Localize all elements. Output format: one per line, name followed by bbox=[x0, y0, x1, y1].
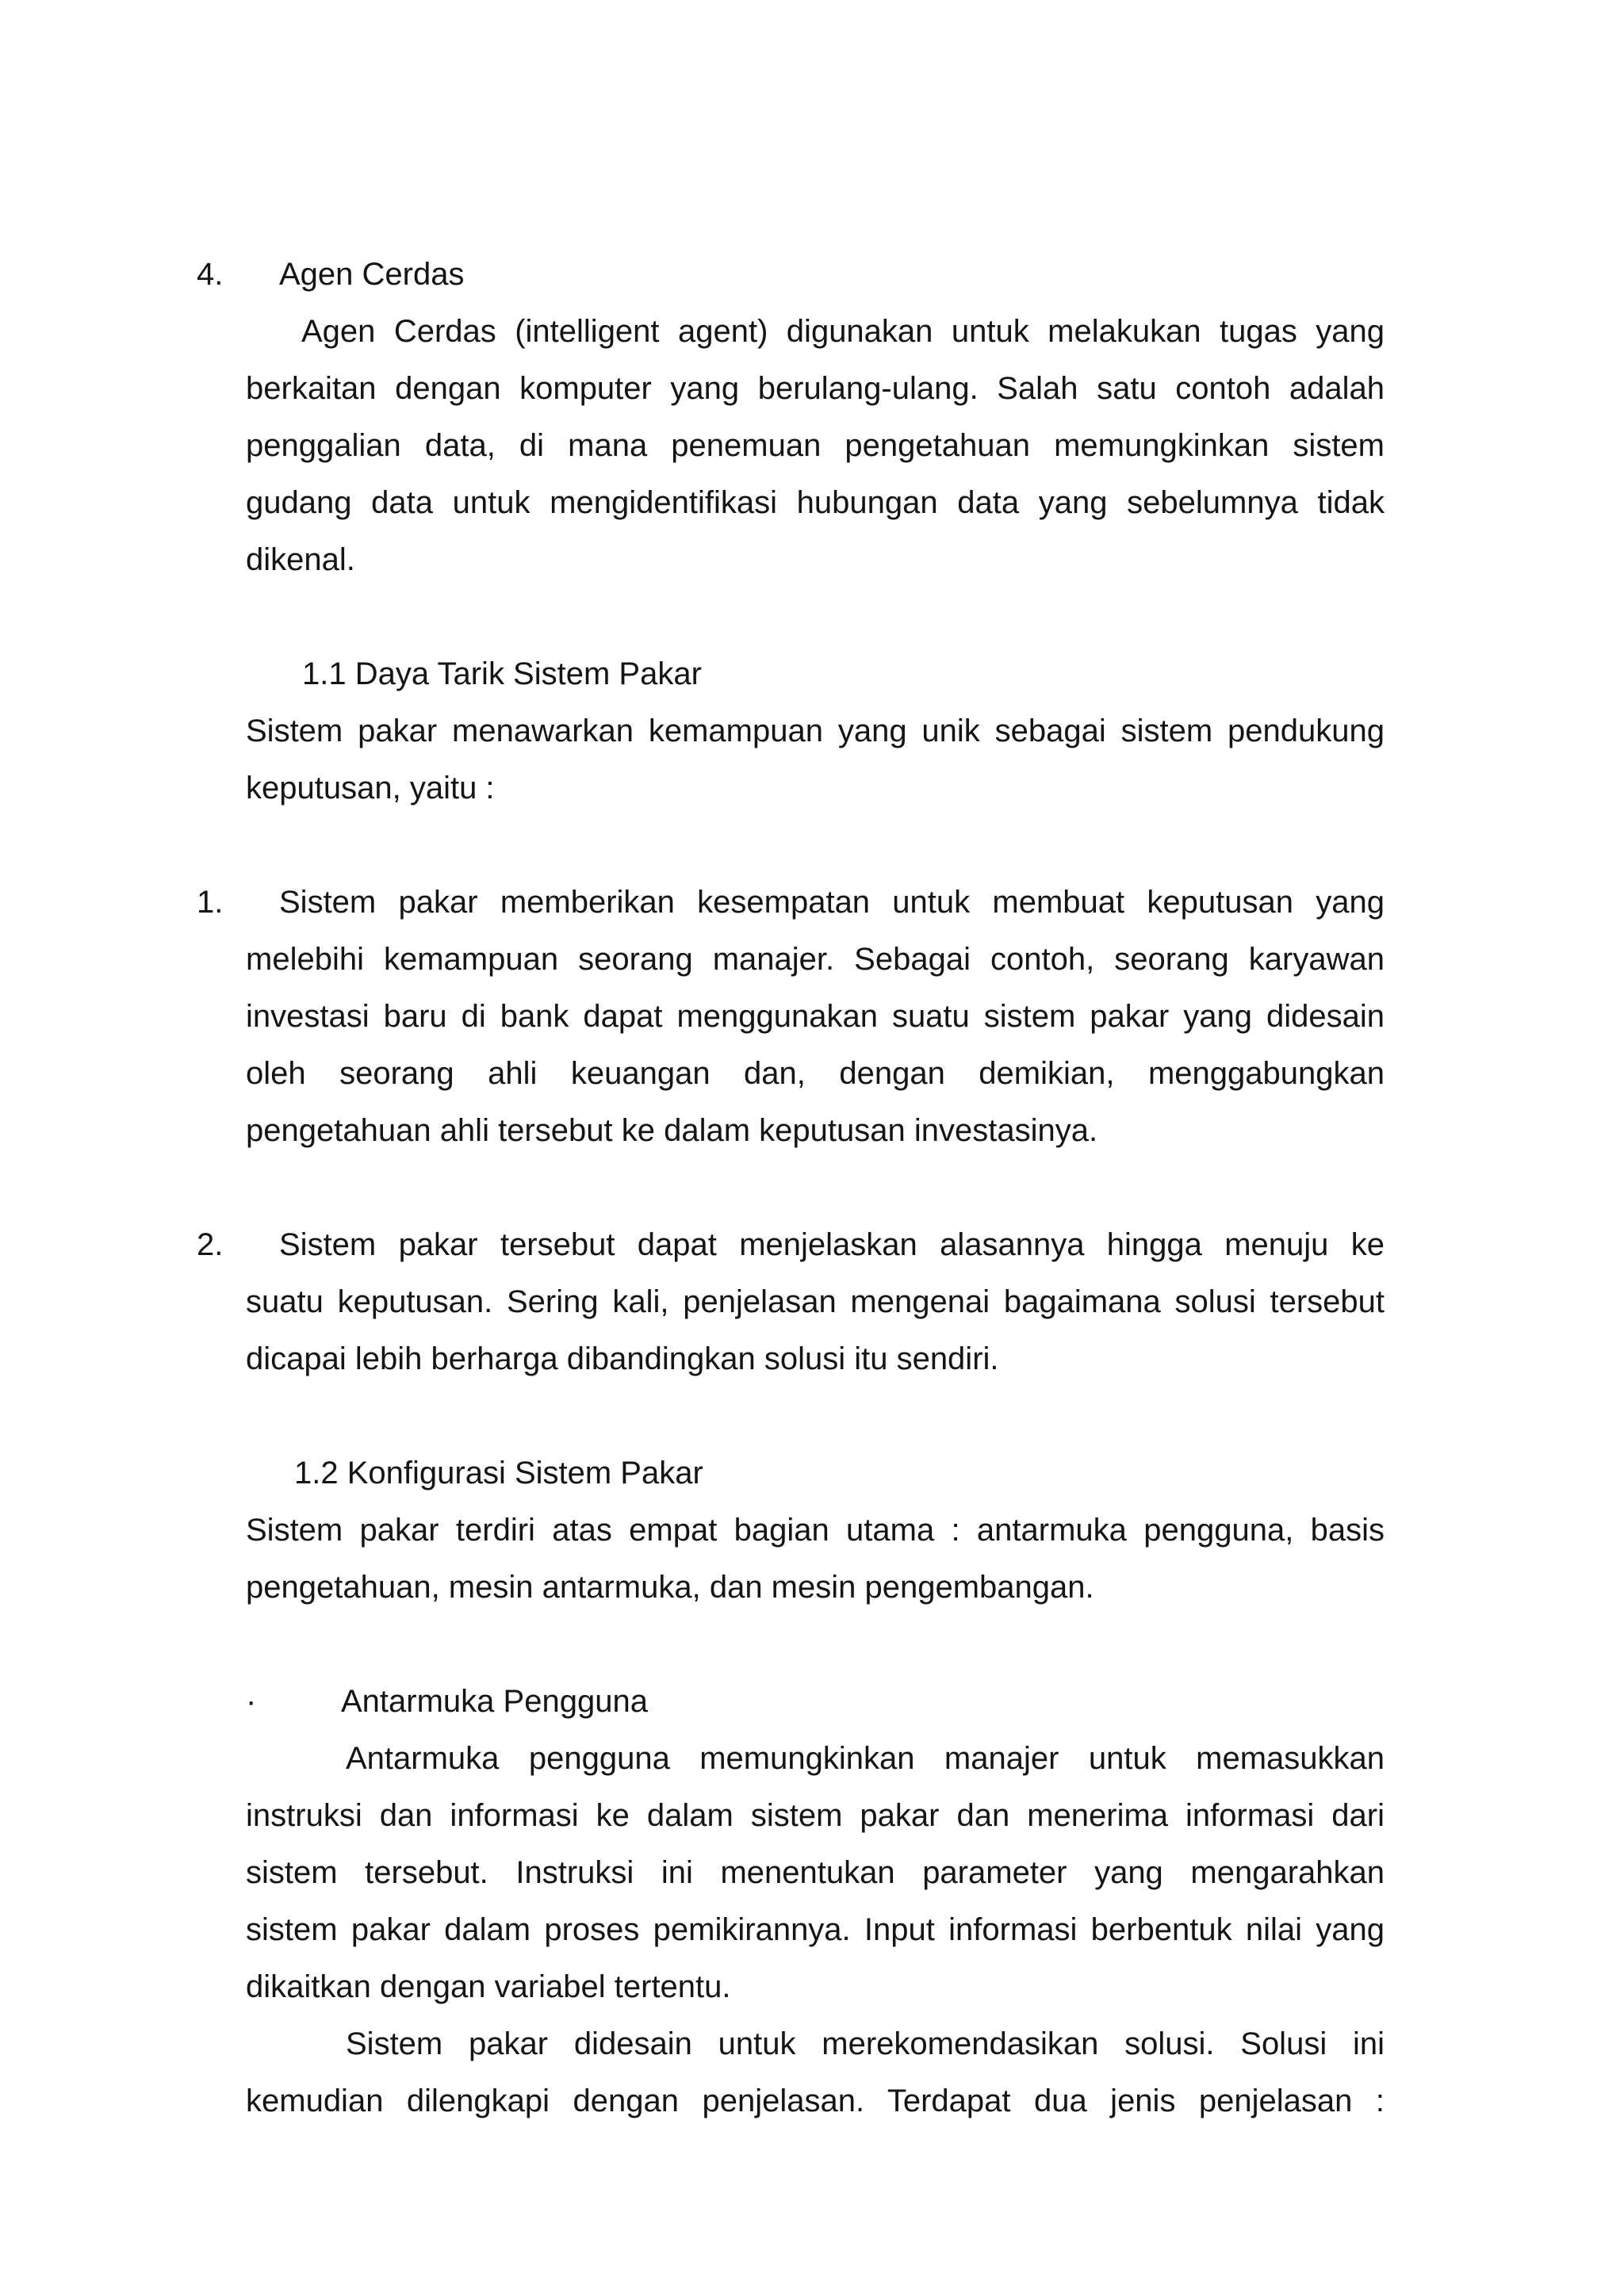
paragraph-line: Sistem pakar didesain untuk merekomendasikan solusi. Solusi ini bbox=[346, 2026, 1385, 2061]
paragraph-line: keputusan, yaitu : bbox=[246, 771, 495, 806]
paragraph-line: investasi baru di bank dapat menggunakan suatu sistem pakar yang didesain bbox=[246, 999, 1385, 1034]
list-number: 2. bbox=[197, 1227, 224, 1262]
paragraph-line: sistem tersebut. Instruksi ini menentukan parameter yang mengarahkan bbox=[246, 1855, 1385, 1890]
paragraph-line: dicapai lebih berharga dibandingkan solusi itu sendiri. bbox=[246, 1341, 999, 1376]
paragraph-line: instruksi dan informasi ke dalam sistem pakar dan menerima informasi dari bbox=[246, 1798, 1385, 1833]
list-item-first-line: Sistem pakar memberikan kesempatan untuk membuat keputusan yang bbox=[279, 885, 1385, 920]
paragraph-line: penggalian data, di mana penemuan pengetahuan memungkinkan sistem bbox=[246, 428, 1385, 463]
list-number: 1. bbox=[197, 885, 224, 920]
bullet-heading: Antarmuka Pengguna bbox=[341, 1684, 648, 1719]
paragraph-line: gudang data untuk mengidentifikasi hubungan data yang sebelumnya tidak bbox=[246, 485, 1385, 520]
paragraph-line: melebihi kemampuan seorang manajer. Sebagai contoh, seorang karyawan bbox=[246, 942, 1385, 977]
paragraph-line: suatu keputusan. Sering kali, penjelasan mengenai bagaimana solusi tersebut bbox=[246, 1284, 1385, 1319]
subsection-heading: 1.1 Daya Tarik Sistem Pakar bbox=[302, 656, 702, 691]
paragraph-line: kemudian dilengkapi dengan penjelasan. Terdapat dua jenis penjelasan : bbox=[246, 2084, 1385, 2118]
paragraph-line: Antarmuka pengguna memungkinkan manajer untuk memasukkan bbox=[346, 1741, 1385, 1776]
paragraph-line: dikenal. bbox=[246, 542, 355, 577]
paragraph-line: sistem pakar dalam proses pemikirannya. Input informasi berbentuk nilai yang bbox=[246, 1912, 1385, 1947]
paragraph-line: Agen Cerdas (intelligent agent) digunakan untuk melakukan tugas yang bbox=[301, 314, 1385, 349]
paragraph-line: pengetahuan, mesin antarmuka, dan mesin pengembangan. bbox=[246, 1570, 1094, 1605]
section-number: 4. bbox=[197, 257, 224, 292]
bullet-marker: · bbox=[246, 1684, 257, 1719]
paragraph-line: berkaitan dengan komputer yang berulang-ulang. Salah satu contoh adalah bbox=[246, 371, 1385, 406]
subsection-heading: 1.2 Konfigurasi Sistem Pakar bbox=[294, 1456, 703, 1490]
paragraph-line: dikaitkan dengan variabel tertentu. bbox=[246, 1969, 731, 2004]
paragraph-line: pengetahuan ahli tersebut ke dalam keputusan investasinya. bbox=[246, 1113, 1098, 1148]
list-item-first-line: Sistem pakar tersebut dapat menjelaskan alasannya hingga menuju ke bbox=[279, 1227, 1385, 1262]
paragraph-line: Sistem pakar terdiri atas empat bagian utama : antarmuka pengguna, basis bbox=[246, 1513, 1385, 1548]
paragraph-line: oleh seorang ahli keuangan dan, dengan demikian, menggabungkan bbox=[246, 1056, 1385, 1091]
paragraph-line: Sistem pakar menawarkan kemampuan yang unik sebagai sistem pendukung bbox=[246, 714, 1385, 748]
section-heading: Agen Cerdas bbox=[279, 257, 465, 292]
